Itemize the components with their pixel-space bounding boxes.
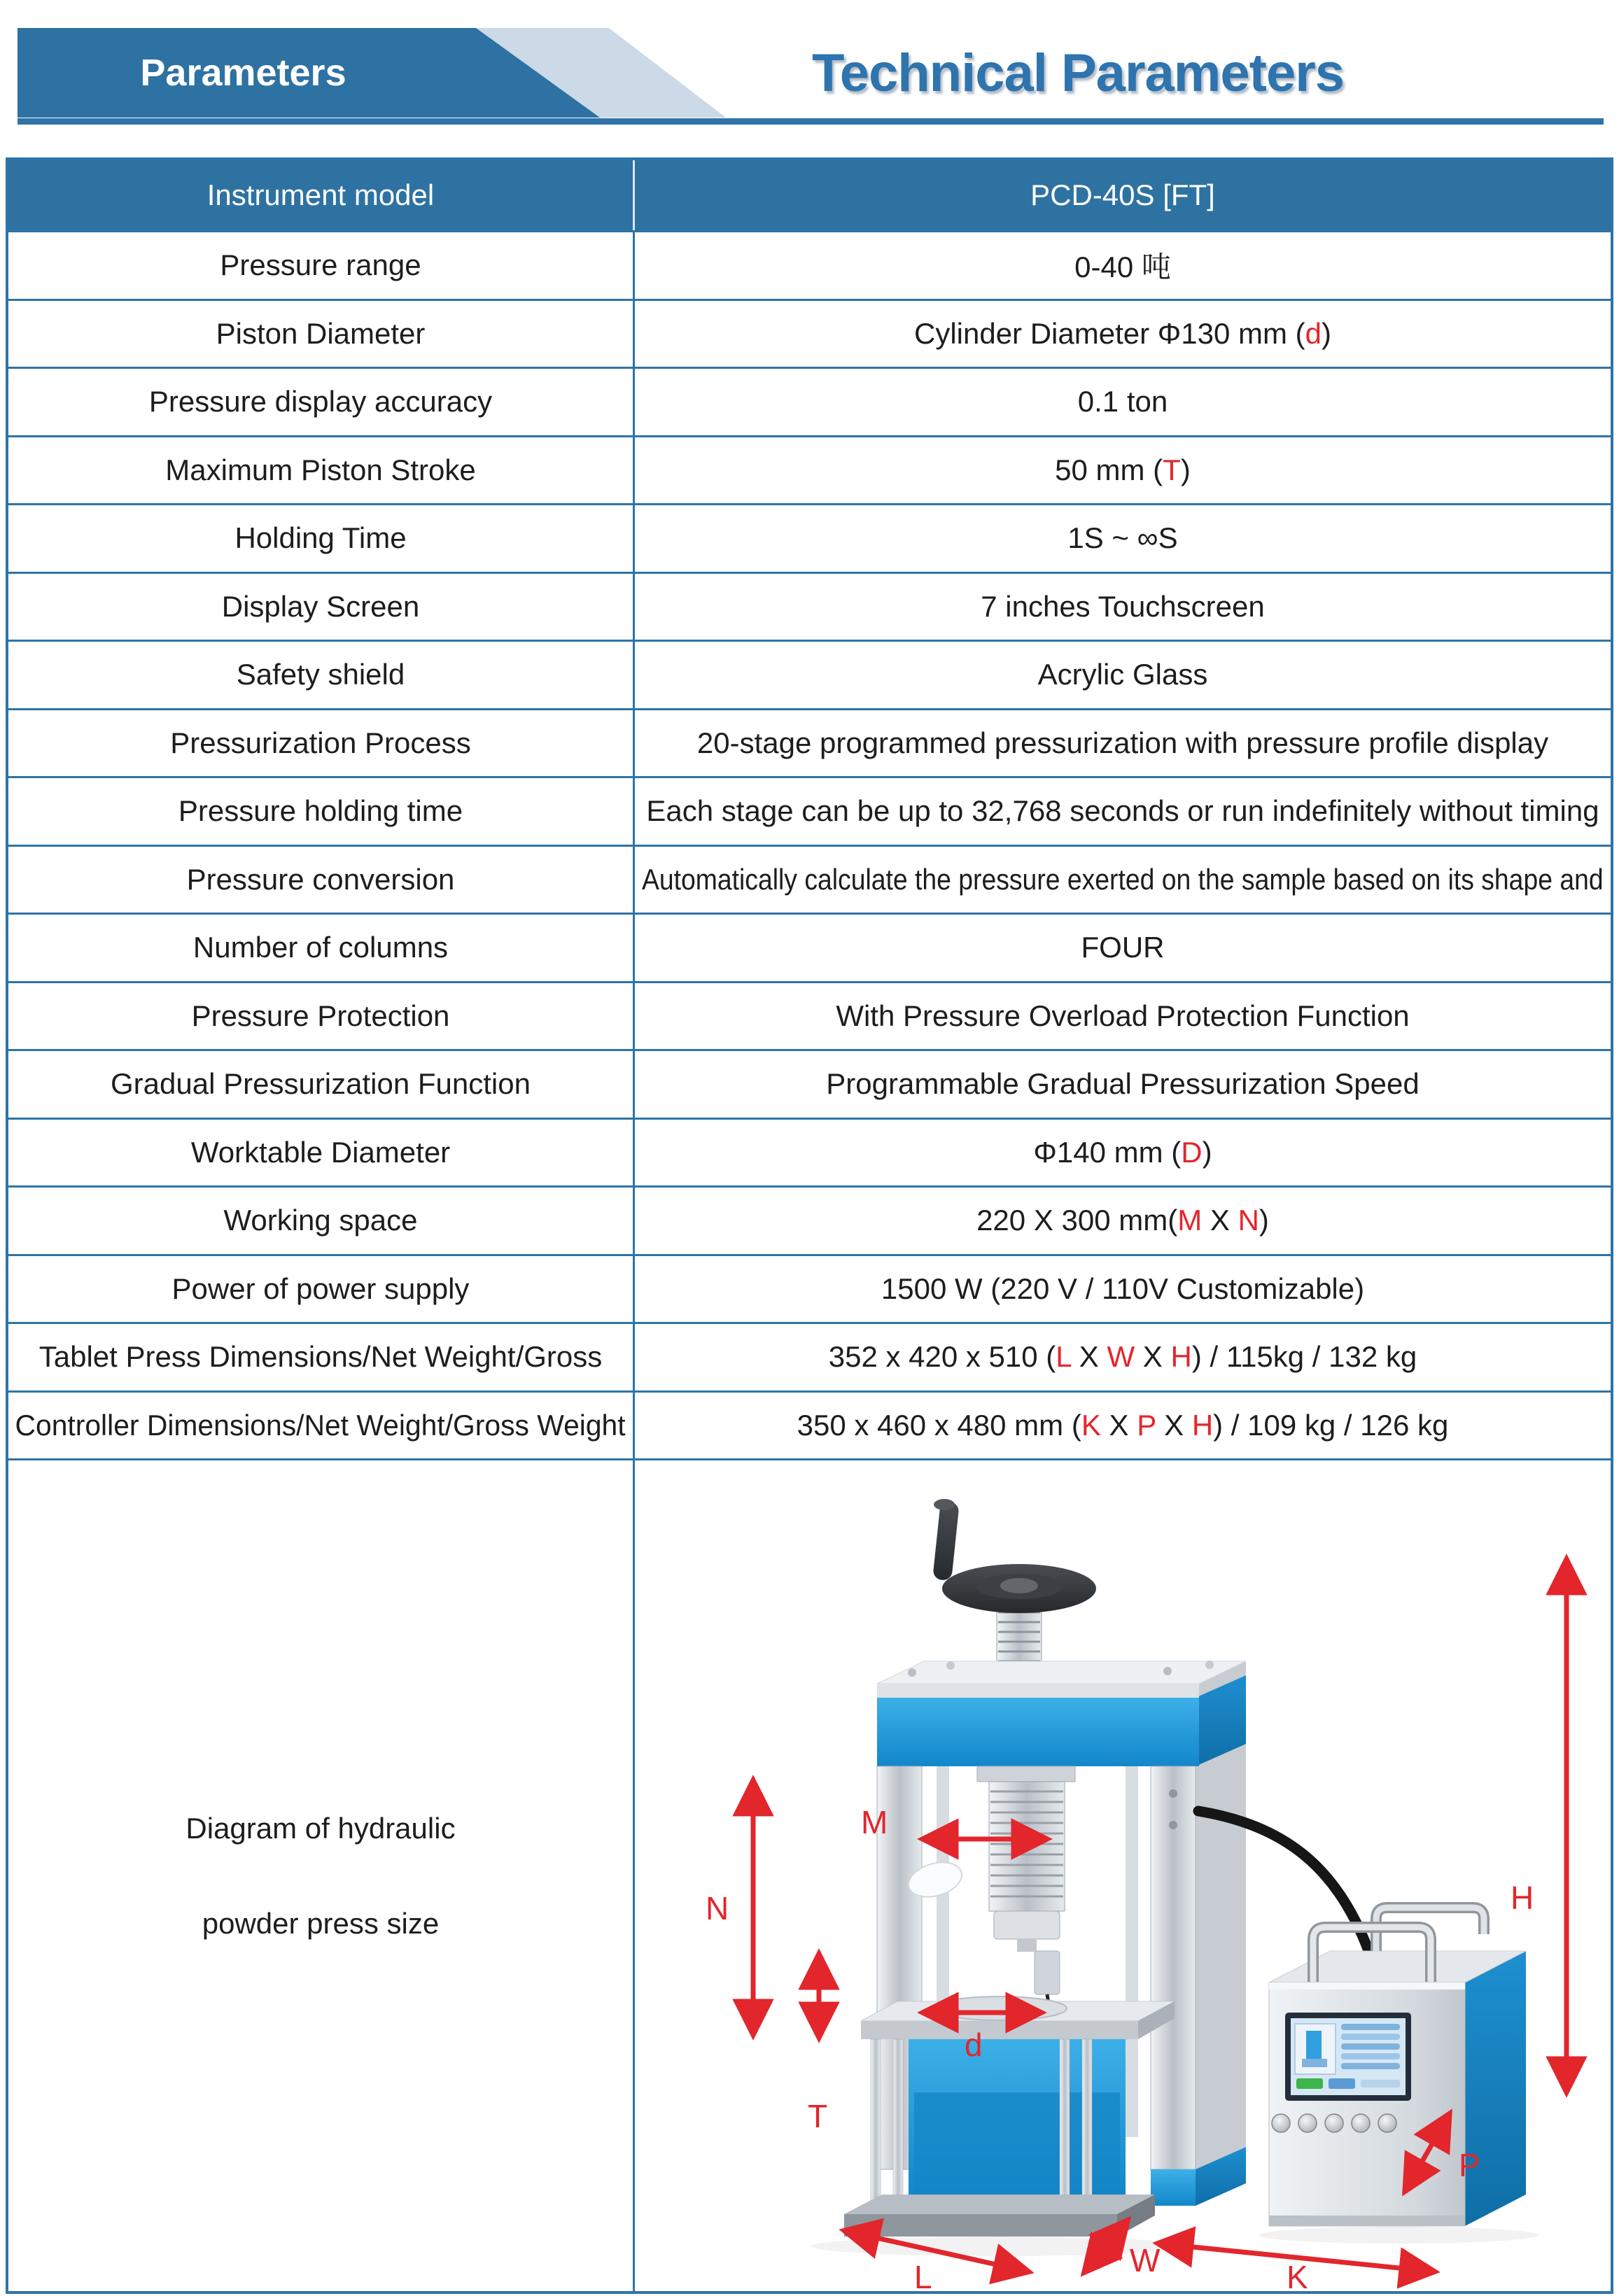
controller-shadow bbox=[1259, 2227, 1539, 2244]
row-value bbox=[981, 590, 1264, 624]
row-label-cell bbox=[8, 1324, 635, 1390]
value-text: X bbox=[1202, 1204, 1238, 1237]
row-value bbox=[1055, 453, 1191, 487]
row-value bbox=[826, 1067, 1419, 1101]
row-label-cell bbox=[8, 437, 635, 504]
header-label: Instrument model bbox=[206, 178, 435, 211]
row-label-cell bbox=[8, 1051, 635, 1118]
row-label: Pressure range bbox=[220, 248, 421, 282]
value-text: FOUR bbox=[1081, 931, 1165, 964]
diagram-label-line2: powder press size bbox=[202, 1906, 440, 1940]
row-value-cell bbox=[635, 369, 1611, 435]
row-value bbox=[797, 1409, 1449, 1442]
value-text: ) bbox=[1322, 316, 1331, 350]
value-text: With Pressure Overload Protection Function bbox=[836, 999, 1410, 1032]
hydraulic-press-illustration bbox=[844, 1499, 1246, 2237]
row-label: Controller Dimensions/Net Weight/Gross Weight bbox=[15, 1408, 626, 1442]
row-value-cell bbox=[635, 710, 1611, 777]
row-label-cell bbox=[8, 1120, 635, 1186]
row-label: Safety shield bbox=[236, 658, 405, 691]
diagram-label-line1: Diagram of hydraulic bbox=[185, 1811, 456, 1845]
row-value-cell bbox=[635, 983, 1611, 1050]
table-row bbox=[8, 981, 1611, 1050]
controller-touchscreen bbox=[1285, 2013, 1411, 2101]
row-value bbox=[836, 999, 1409, 1033]
table-row bbox=[8, 1322, 1611, 1390]
table-row bbox=[8, 708, 1611, 777]
table-body bbox=[8, 230, 1611, 1458]
dimension-letter: H bbox=[1170, 1340, 1192, 1374]
value-text: X bbox=[1100, 1408, 1137, 1442]
row-value bbox=[829, 1340, 1417, 1374]
value-text: 350 x 460 x 480 mm ( bbox=[797, 1408, 1081, 1442]
row-value bbox=[1033, 1136, 1212, 1169]
dimension-letter: T bbox=[1163, 453, 1181, 486]
row-label-cell bbox=[8, 1393, 635, 1459]
row-value bbox=[697, 726, 1548, 760]
row-value bbox=[1081, 931, 1165, 964]
value-text: Automatically calculate the pressure exerted on the sample based on its shape and bbox=[642, 862, 1604, 896]
dim-label-K: K bbox=[1287, 2258, 1308, 2291]
dim-label-H: H bbox=[1511, 1879, 1534, 1916]
dim-label-M: M bbox=[861, 1803, 888, 1840]
diagram-row bbox=[8, 1458, 1611, 2291]
value-text: 0.1 ton bbox=[1077, 385, 1168, 418]
row-value bbox=[1074, 244, 1171, 286]
row-label: Worktable Diameter bbox=[190, 1135, 451, 1169]
row-value bbox=[1067, 521, 1177, 555]
dimension-letter: L bbox=[1056, 1340, 1072, 1374]
row-label: Pressurization Process bbox=[170, 726, 471, 759]
value-text: ) bbox=[1180, 453, 1191, 486]
row-label: Maximum Piston Stroke bbox=[165, 453, 476, 486]
row-label-cell bbox=[8, 778, 635, 845]
row-value bbox=[976, 1204, 1269, 1237]
row-value bbox=[642, 863, 1604, 896]
row-value bbox=[1078, 385, 1168, 418]
table-row bbox=[8, 1390, 1611, 1459]
row-label: Tablet Press Dimensions/Net Weight/Gross bbox=[38, 1340, 603, 1374]
table-row bbox=[8, 299, 1611, 367]
value-text: ) bbox=[1202, 1135, 1212, 1169]
row-label-cell bbox=[8, 983, 635, 1050]
value-text: ) / 115kg / 132 kg bbox=[1191, 1340, 1417, 1374]
row-label-cell bbox=[8, 642, 635, 708]
row-value-cell bbox=[635, 642, 1611, 708]
row-label: Holding Time bbox=[234, 521, 407, 555]
diagram-image-cell bbox=[635, 1460, 1611, 2291]
dimension-letter: P bbox=[1137, 1408, 1156, 1442]
row-label-cell bbox=[8, 915, 635, 981]
row-value-cell bbox=[635, 505, 1611, 572]
value-text: Φ140 mm ( bbox=[1033, 1135, 1182, 1169]
row-value-cell bbox=[635, 847, 1611, 913]
value-text: X bbox=[1135, 1340, 1171, 1374]
table-row bbox=[8, 776, 1611, 845]
value-text: 7 inches Touchscreen bbox=[981, 589, 1265, 623]
value-text: X bbox=[1071, 1340, 1107, 1374]
row-label: Pressure holding time bbox=[178, 794, 463, 828]
table-header-row bbox=[8, 160, 1611, 230]
dimension-letter: H bbox=[1191, 1408, 1214, 1442]
value-text: X bbox=[1156, 1408, 1192, 1442]
table-row bbox=[8, 1118, 1611, 1186]
handwheel-icon bbox=[932, 1499, 1096, 1613]
row-value-cell bbox=[635, 232, 1611, 299]
header-label-cell bbox=[8, 160, 635, 230]
dimension-letter: K bbox=[1081, 1408, 1101, 1442]
table-row bbox=[8, 230, 1611, 299]
dim-label-P: P bbox=[1459, 2146, 1480, 2183]
value-text: ) / 109 kg / 126 kg bbox=[1213, 1408, 1449, 1442]
page-title: Technical Parameters bbox=[811, 43, 1345, 103]
dimension-letter: M bbox=[1177, 1204, 1203, 1237]
row-value-cell bbox=[635, 574, 1611, 640]
value-text: 0-40 吨 bbox=[1074, 251, 1171, 284]
row-label-cell bbox=[8, 301, 635, 367]
value-text: ) bbox=[1259, 1204, 1269, 1237]
spec-table bbox=[6, 157, 1613, 2294]
table-row bbox=[8, 503, 1611, 572]
header-value-cell bbox=[635, 160, 1611, 230]
row-value bbox=[881, 1272, 1364, 1306]
dimension-letter: W bbox=[1107, 1340, 1135, 1374]
row-label-cell bbox=[8, 574, 635, 640]
header-underline bbox=[17, 118, 1604, 125]
table-row bbox=[8, 640, 1611, 708]
row-value-cell bbox=[635, 915, 1611, 981]
row-label: Display Screen bbox=[221, 589, 420, 623]
value-text: Each stage can be up to 32,768 seconds or run indefinitely without timing bbox=[646, 794, 1599, 828]
row-label: Pressure conversion bbox=[186, 862, 455, 896]
row-label: Number of columns bbox=[192, 931, 449, 964]
row-label: Working space bbox=[223, 1204, 418, 1237]
row-value bbox=[914, 317, 1331, 351]
row-value-cell bbox=[635, 301, 1611, 367]
row-label-cell bbox=[8, 710, 635, 777]
row-label: Piston Diameter bbox=[216, 316, 426, 350]
row-value-cell bbox=[635, 1324, 1611, 1390]
value-text: 1500 W (220 V / 110V Customizable) bbox=[881, 1272, 1365, 1305]
diagram-label-cell bbox=[8, 1460, 635, 2291]
row-value bbox=[646, 794, 1599, 828]
table-row bbox=[8, 572, 1611, 640]
table-row bbox=[8, 367, 1611, 435]
dim-label-W: W bbox=[1130, 2241, 1161, 2279]
controller-illustration bbox=[1269, 1908, 1526, 2226]
dim-label-N: N bbox=[706, 1889, 729, 1927]
table-row bbox=[8, 435, 1611, 504]
dimension-letter: D bbox=[1181, 1135, 1203, 1169]
ribbon-label: Parameters bbox=[140, 52, 346, 94]
row-label-cell bbox=[8, 369, 635, 435]
dim-label-L: L bbox=[914, 2258, 932, 2291]
row-label: Pressure Protection bbox=[191, 999, 450, 1032]
table-row bbox=[8, 1185, 1611, 1254]
row-value-cell bbox=[635, 1120, 1611, 1186]
dim-label-d: d bbox=[965, 2026, 983, 2063]
dim-label-T: T bbox=[808, 2097, 828, 2134]
row-value-cell bbox=[635, 1256, 1611, 1323]
header-value: PCD-40S [FT] bbox=[1030, 178, 1215, 211]
value-text: Cylinder Diameter Φ130 mm ( bbox=[913, 316, 1305, 350]
row-value-cell bbox=[635, 778, 1611, 845]
row-label-cell bbox=[8, 505, 635, 572]
row-label-cell bbox=[8, 232, 635, 299]
table-row bbox=[8, 845, 1611, 913]
row-label-cell bbox=[8, 847, 635, 913]
row-label-cell bbox=[8, 1188, 635, 1254]
row-value-cell bbox=[635, 1393, 1611, 1459]
value-text: 50 mm ( bbox=[1055, 453, 1163, 486]
row-value-cell bbox=[635, 1051, 1611, 1118]
table-row bbox=[8, 1254, 1611, 1323]
row-label-cell bbox=[8, 1256, 635, 1323]
press-size-diagram bbox=[636, 1461, 1610, 2291]
row-label: Gradual Pressurization Function bbox=[111, 1067, 531, 1101]
value-text: 1S ~ ∞S bbox=[1067, 521, 1178, 555]
table-row bbox=[8, 1049, 1611, 1118]
row-label: Power of power supply bbox=[171, 1272, 470, 1305]
value-text: Programmable Gradual Pressurization Speed bbox=[826, 1067, 1420, 1101]
value-text: 20-stage programmed pressurization with pressure profile display bbox=[696, 726, 1549, 759]
value-text: 220 X 300 mm( bbox=[976, 1204, 1178, 1237]
row-value-cell bbox=[635, 1188, 1611, 1254]
value-text: 352 x 420 x 510 ( bbox=[828, 1340, 1056, 1374]
dimension-letter: N bbox=[1238, 1204, 1259, 1237]
table-row bbox=[8, 913, 1611, 981]
row-value-cell bbox=[635, 437, 1611, 504]
value-text: Acrylic Glass bbox=[1037, 658, 1208, 691]
row-label: Pressure display accuracy bbox=[148, 385, 493, 418]
row-value bbox=[1038, 658, 1208, 691]
dimension-letter: d bbox=[1305, 316, 1322, 350]
